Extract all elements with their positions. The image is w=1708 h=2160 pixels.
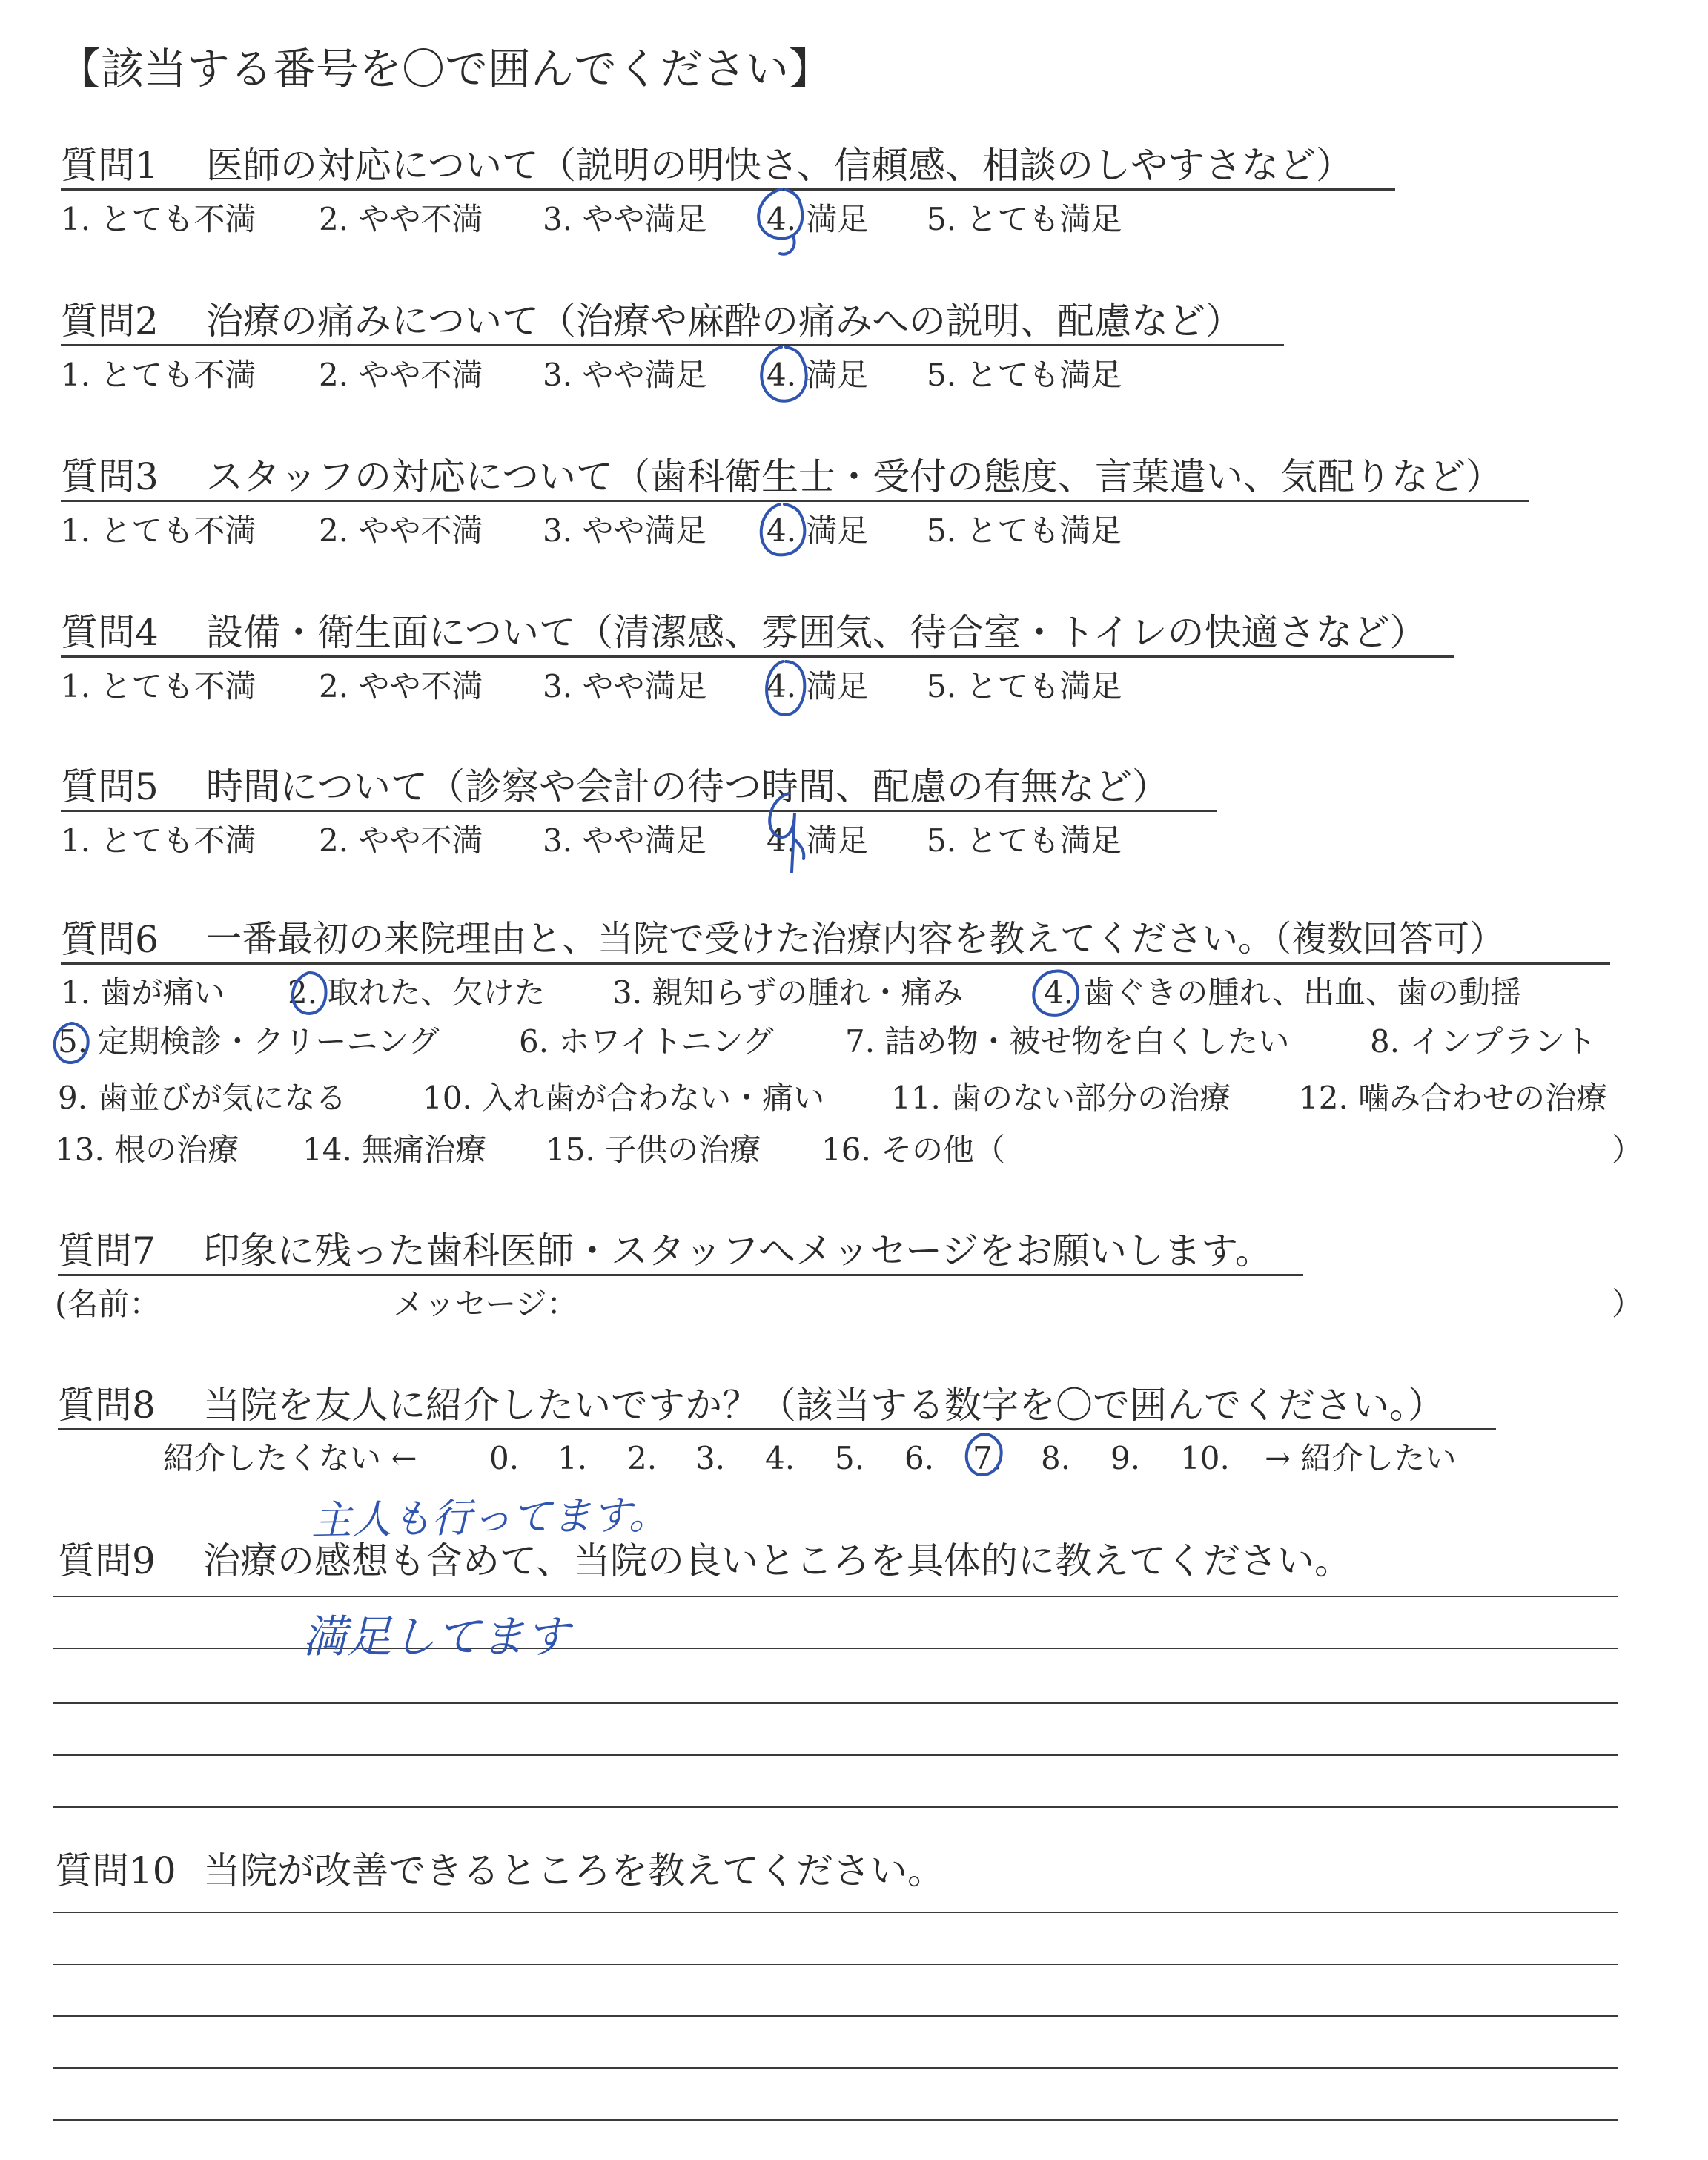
- reason-option-1[interactable]: 1. 歯が痛い: [61, 974, 225, 1011]
- q5-answer-circle: [769, 793, 804, 872]
- rating-option-4[interactable]: 4. 満足: [767, 357, 869, 393]
- q7-label: 質問7: [58, 1229, 156, 1272]
- q1-label: 質問1: [61, 144, 159, 187]
- name-label: (名前：: [55, 1286, 161, 1322]
- other-close-paren: ）: [1612, 1132, 1644, 1168]
- rating-option-5[interactable]: 5. とても満足: [927, 822, 1122, 859]
- q7-text: 印象に残った歯科医師・スタッフへメッセージをお願いします。: [203, 1229, 1272, 1272]
- reason-option-10[interactable]: 10. 入れ歯が合わない・痛い: [423, 1080, 825, 1116]
- scale-9[interactable]: 9.: [1110, 1440, 1141, 1476]
- q3-answer-circle: [761, 504, 805, 555]
- rating-option-5[interactable]: 5. とても満足: [927, 357, 1122, 393]
- reason-option-5[interactable]: 5. 定期検診・クリーニング: [58, 1023, 440, 1060]
- rating-option-4[interactable]: 4. 満足: [767, 822, 869, 859]
- rating-option-2[interactable]: 2. やや不満: [319, 822, 483, 859]
- scale-10[interactable]: 10.: [1180, 1440, 1230, 1476]
- reason-option-13[interactable]: 13. 根の治療: [55, 1132, 239, 1168]
- q4-label: 質問4: [61, 611, 159, 654]
- rating-option-1[interactable]: 1. とても不満: [61, 512, 256, 549]
- q4-text: 設備・衛生面について（清潔感、雰囲気、待合室・トイレの快適さなど）: [206, 611, 1427, 654]
- q4-answer-circle: [767, 661, 804, 715]
- q9-label: 質問9: [58, 1539, 156, 1582]
- scale-0[interactable]: 0.: [489, 1440, 520, 1476]
- q10-text: 当院が改善できるところを教えてください。: [203, 1849, 944, 1892]
- reason-option-7[interactable]: 7. 詰め物・被せ物を白くしたい: [845, 1023, 1290, 1060]
- q6-answer-circle-5: [55, 1023, 88, 1063]
- q8-answer-circle: [967, 1434, 1002, 1475]
- reason-option-11[interactable]: 11. 歯のない部分の治療: [891, 1080, 1231, 1116]
- scale-left-label: 紹介したくない ←: [163, 1440, 417, 1476]
- q2-text: 治療の痛みについて（治療や麻酔の痛みへの説明、配慮など）: [206, 300, 1242, 343]
- q2-answer-circle: [761, 347, 807, 401]
- rating-option-2[interactable]: 2. やや不満: [319, 201, 483, 237]
- scale-1[interactable]: 1.: [557, 1440, 588, 1476]
- scale-7[interactable]: 7.: [973, 1440, 1003, 1476]
- reason-option-2[interactable]: 2. 取れた、欠けた: [288, 974, 546, 1011]
- q6-answer-circle-2: [293, 973, 326, 1014]
- rating-option-2[interactable]: 2. やや不満: [319, 512, 483, 549]
- q8-text: 当院を友人に紹介したいですか？（該当する数字を〇で囲んでください。）: [203, 1384, 1445, 1427]
- page-title: 【該当する番号を〇で囲んでください】: [58, 44, 833, 94]
- scale-3[interactable]: 3.: [695, 1440, 726, 1476]
- q9-text: 治療の感想も含めて、当院の良いところを具体的に教えてください。: [203, 1539, 1351, 1582]
- reason-option-15[interactable]: 15. 子供の治療: [546, 1132, 761, 1168]
- q8-label: 質問8: [58, 1384, 156, 1427]
- rating-option-4[interactable]: 4. 満足: [767, 512, 869, 549]
- scale-4[interactable]: 4.: [765, 1440, 795, 1476]
- scale-8[interactable]: 8.: [1041, 1440, 1071, 1476]
- rating-option-5[interactable]: 5. とても満足: [927, 201, 1122, 237]
- rating-option-1[interactable]: 1. とても不満: [61, 357, 256, 393]
- rating-option-4[interactable]: 4. 満足: [767, 668, 869, 704]
- scale-right-label: → 紹介したい: [1265, 1440, 1457, 1476]
- rating-option-3[interactable]: 3. やや満足: [543, 822, 707, 859]
- reason-option-6[interactable]: 6. ホワイトニング: [519, 1023, 774, 1060]
- rating-option-1[interactable]: 1. とても不満: [61, 201, 256, 237]
- q5-label: 質問5: [61, 765, 159, 808]
- reason-option-3[interactable]: 3. 親知らずの腫れ・痛み: [612, 974, 964, 1011]
- rating-option-3[interactable]: 3. やや満足: [543, 357, 707, 393]
- rating-option-3[interactable]: 3. やや満足: [543, 201, 707, 237]
- rating-option-5[interactable]: 5. とても満足: [927, 668, 1122, 704]
- reason-option-8[interactable]: 8. インプラント: [1370, 1023, 1597, 1060]
- reason-option-16[interactable]: 16. その他（: [821, 1132, 1006, 1168]
- reason-option-9[interactable]: 9. 歯並びが気になる: [58, 1080, 347, 1116]
- rating-option-2[interactable]: 2. やや不満: [319, 357, 483, 393]
- q3-label: 質問3: [61, 455, 159, 498]
- reason-option-14[interactable]: 14. 無痛治療: [302, 1132, 487, 1168]
- message-close-paren: ）: [1612, 1286, 1644, 1322]
- q6-answer-circle-4: [1033, 971, 1078, 1015]
- q6-label: 質問6: [61, 918, 159, 961]
- scale-2[interactable]: 2.: [627, 1440, 658, 1476]
- q5-text: 時間について（診察や会計の待つ時間、配慮の有無など）: [206, 765, 1169, 808]
- q1-answer-circle: [758, 189, 802, 254]
- handwritten-answer: 満足してます: [302, 1611, 569, 1663]
- message-label: メッセージ：: [393, 1286, 578, 1322]
- handwritten-note: 主人も行ってます。: [311, 1490, 669, 1545]
- q6-text: 一番最初の来院理由と、当院で受けた治療内容を教えてください。（複数回答可）: [206, 918, 1506, 960]
- q3-text: スタッフの対応について（歯科衛生士・受付の態度、言葉遣い、気配りなど）: [206, 455, 1503, 498]
- scale-5[interactable]: 5.: [835, 1440, 865, 1476]
- reason-option-4[interactable]: 4. 歯ぐきの腫れ、出血、歯の動揺: [1044, 974, 1521, 1011]
- rating-option-3[interactable]: 3. やや満足: [543, 668, 707, 704]
- reason-option-12[interactable]: 12. 噛み合わせの治療: [1299, 1080, 1608, 1116]
- rating-option-2[interactable]: 2. やや不満: [319, 668, 483, 704]
- rating-option-1[interactable]: 1. とても不満: [61, 668, 256, 704]
- rating-option-5[interactable]: 5. とても満足: [927, 512, 1122, 549]
- q2-label: 質問2: [61, 300, 159, 343]
- rating-option-3[interactable]: 3. やや満足: [543, 512, 707, 549]
- scale-6[interactable]: 6.: [904, 1440, 935, 1476]
- rating-option-4[interactable]: 4. 満足: [767, 201, 869, 237]
- q1-text: 医師の対応について（説明の明快さ、信頼感、相談のしやすさなど）: [206, 144, 1353, 187]
- q10-label: 質問10: [55, 1849, 176, 1892]
- rating-option-1[interactable]: 1. とても不満: [61, 822, 256, 859]
